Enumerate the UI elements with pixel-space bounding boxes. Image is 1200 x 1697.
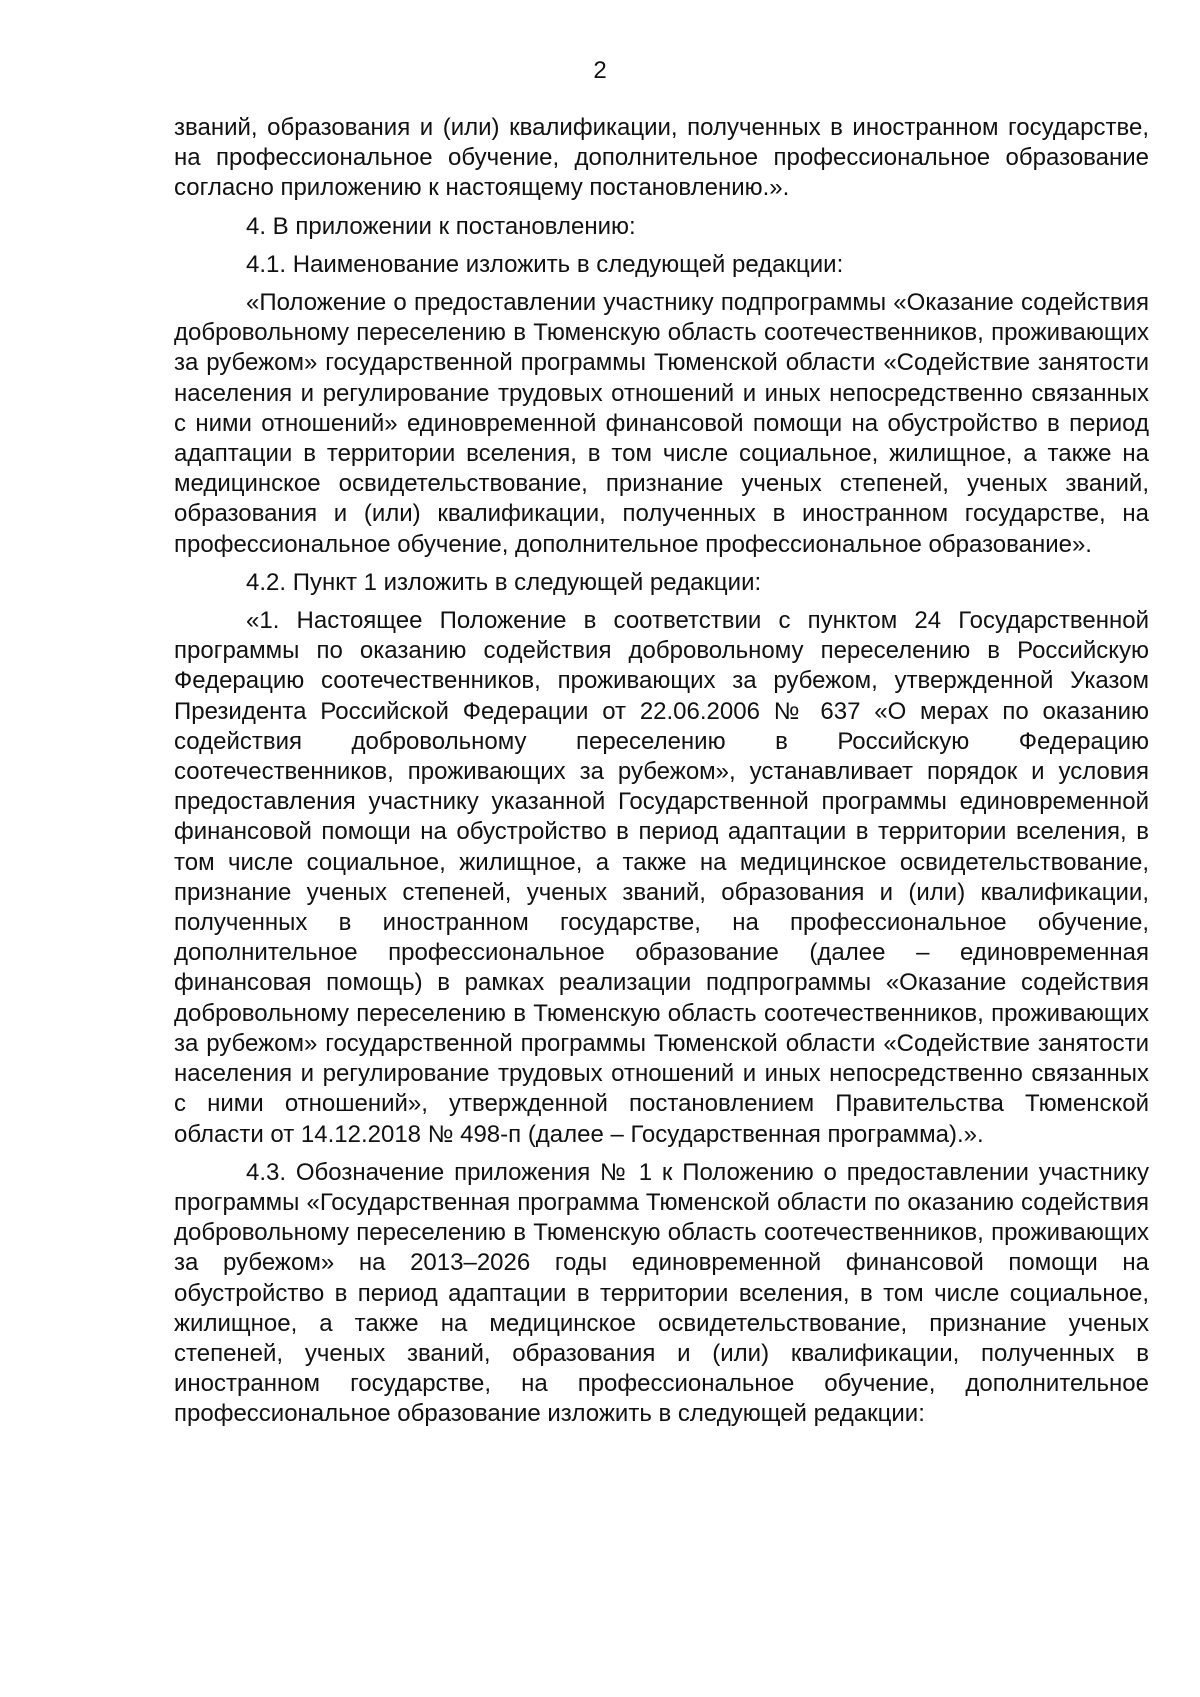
paragraph-item-4-3: 4.3. Обозначение приложения № 1 к Положению о предоставлении участнику программы «Государственная программа Тюменской области по оказанию содействия добровольному переселению в Тюменскую область соотечественников, проживающих за рубежом» на 2013–2026 годы единовременной финансовой помощи на обустройство в период адаптации в территории вселения, в том числе социальное, жилищное, а также на медицинское освидетельствование, признание ученых степеней, ученых званий, образования и (или) квалификации, полученных в иностранном государстве, на профессиональное обучение, дополнительное профессиональное образование изложить в следующей редакции:: [174, 1158, 1149, 1428]
page-number: 2: [593, 57, 607, 84]
paragraph-item-4-1: 4.1. Наименование изложить в следующей редакции:: [246, 250, 844, 278]
paragraph-quote-title: «Положение о предоставлении участнику подпрограммы «Оказание содействия добровольному переселению в Тюменскую область соотечественников, проживающих за рубежом» государственной программы Тюменской области «Содействие занятости населения и регулирование трудовых отношений и иных непосредственно связанных с ними отношений» единовременной финансовой помощи на обустройство в период адаптации в территории вселения, в том числе социальное, жилищное, а также на медицинское освидетельствование, признание ученых степеней, ученых званий, образования и (или) квалификации, полученных в иностранном государстве, на профессиональное обучение, дополнительное профессиональное образование».: [174, 289, 1149, 558]
document-body: [174, 113, 1149, 1438]
paragraph-quote-point-1: «1. Настоящее Положение в соответствии с пунктом 24 Государственной программы по оказанию содействия добровольному переселению в Российскую Федерацию соотечественников, проживающих за рубежом, утвержденной Указом Президента Российской Федерации от 22.06.2006 № 637 «О мерах по оказанию содействия добровольному переселению в Российскую Федерацию соотечественников, проживающих за рубежом», устанавливает порядок и условия предоставления участнику указанной Государственной программы единовременной финансовой помощи на обустройство в период адаптации в территории вселения, в том числе социальное, жилищное, а также на медицинское освидетельствование, признание ученых степеней, ученых званий, образования и (или) квалификации, полученных в иностранном государстве, на профессиональное обучение, дополнительное профессиональное образование (далее – единовременная финансовая помощь) в рамках реализации подпрограммы «Оказание содействия добровольному переселению в Тюменскую область соотечественников, проживающих за рубежом» государственной программы Тюменской области «Содействие занятости населения и регулирование трудовых отношений и иных непосредственно связанных с ними отношений», утвержденной постановлением Правительства Тюменской области от 14.12.2018 № 498-п (далее – Государственная программа).».: [174, 607, 1149, 1148]
paragraph-continuation: званий, образования и (или) квалификации, полученных в иностранном государстве, на профессиональное обучение, дополнительное профессиональное образование согласно приложению к настоящему постановлению.».: [174, 114, 1149, 202]
paragraph-item-4: 4. В приложении к постановлению:: [246, 212, 636, 240]
paragraph-item-4-2: 4.2. Пункт 1 изложить в следующей редакции:: [246, 568, 762, 596]
